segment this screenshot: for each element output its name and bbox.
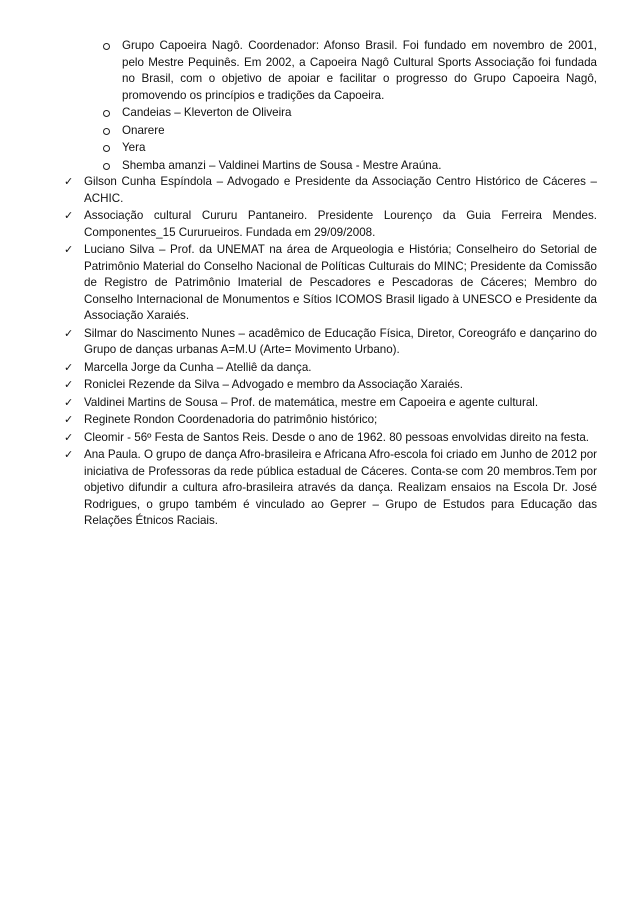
list-item (64, 395, 597, 412)
list-item-text: Luciano Silva – Prof. da UNEMAT na área de Arqueologia e História; Conselheiro do Setorial de Patrimônio Material do Conselho Nacional de Políticas Culturais do MINC; Presidente da Comissão de Registro de Patrimônio Imaterial de Pescadores e Pescadoras de Cáceres; Membro do Conselho Internacional de Monumentos e Sítios ICOMOS Brasil ligado à UNESCO e Presidente da Associação Xaraiés. (84, 243, 597, 322)
list-item-text: Reginete Rondon Coordenadoria do patrimônio histórico; (84, 413, 378, 426)
checkmark-icon: ✓ (64, 360, 74, 374)
list-item (64, 326, 597, 359)
list-item-text: Associação cultural Cururu Pantaneiro. Presidente Lourenço da Guia Ferreira Mendes. Componentes_15 Cururueiros. Fundada em 29/09/2008. (84, 209, 597, 239)
checkmark-icon: ✓ (64, 430, 74, 444)
checkmark-icon: ✓ (64, 326, 74, 340)
list-item (64, 174, 597, 207)
list-item-text: Marcella Jorge da Cunha – Atelliê da dança. (84, 360, 312, 374)
checkmark-icon: ✓ (64, 413, 74, 426)
sub-list (103, 38, 597, 175)
list-item-text: Silmar do Nascimento Nunes – acadêmico de Educação Física, Diretor, Coreográfo e dançarino do Grupo de danças urbanas A=M.U (Arte= Movimento Urbano). (84, 326, 597, 356)
list-item-text: Cleomir - 56º Festa de Santos Reis. Desde o ano de 1962. 80 pessoas envolvidas direito na festa. (84, 430, 589, 444)
sub-list-item (103, 38, 597, 104)
checkmark-icon: ✓ (64, 209, 74, 222)
circle-bullet-icon (103, 128, 110, 135)
list-item-text: Valdinei Martins de Sousa – Prof. de matemática, mestre em Capoeira e agente cultural. (84, 395, 539, 409)
checkmark-icon: ✓ (64, 378, 74, 391)
list-item (64, 377, 597, 394)
checkmark-icon: ✓ (64, 448, 74, 461)
sub-list-item-text: Candeias – Kleverton de Oliveira (122, 106, 292, 119)
sub-list-item (103, 105, 597, 122)
sub-list-item (103, 158, 597, 175)
checkmark-icon: ✓ (64, 175, 74, 188)
sub-list-item-text: Yera (122, 141, 146, 154)
checkmark-icon: ✓ (64, 243, 74, 256)
main-list (64, 174, 597, 531)
sub-list-item (103, 140, 597, 157)
circle-bullet-icon (103, 163, 110, 170)
list-item (64, 412, 597, 429)
list-item (64, 242, 597, 325)
list-item (64, 208, 597, 241)
sub-list-item-text: Onarere (122, 123, 165, 137)
list-item-text: Gilson Cunha Espíndola – Advogado e Presidente da Associação Centro Histórico de Cáceres – ACHIC. (84, 175, 597, 205)
sub-list-item-text: Grupo Capoeira Nagô. Coordenador: Afonso Brasil. Foi fundado em novembro de 2001, pelo Mestre Pequinês. Em 2002, a Capoeira Nagô Cultural Sports Associação foi fundada no Brasil, com o objetivo de apoiar e facilitar o progresso do Grupo Capoeira Nagô, promovendo os princípios e tradições da Capoeira. (122, 39, 597, 102)
list-item-text: Roniclei Rezende da Silva – Advogado e membro da Associação Xaraiés. (84, 378, 463, 391)
circle-bullet-icon (103, 43, 110, 50)
list-item (64, 430, 597, 447)
checkmark-icon: ✓ (64, 395, 74, 409)
sub-list-item (103, 123, 597, 140)
circle-bullet-icon (103, 110, 110, 117)
circle-bullet-icon (103, 145, 110, 152)
list-item (64, 360, 597, 377)
list-item-text: Ana Paula. O grupo de dança Afro-brasileira e Africana Afro-escola foi criado em Junho de 2012 por iniciativa de Professoras da rede pública estadual de Cáceres. Conta-se com 20 membros.Tem por objetivo difundir a cultura afro-brasileira através da dança. Realizam ensaios na Escola Dr. José Rodrigues, o grupo também é vinculado ao Geprer – Grupo de Estudos para Educação das Relações Étnicos Raciais. (84, 448, 598, 527)
sub-list-item-text: Shemba amanzi – Valdinei Martins de Sousa - Mestre Araúna. (122, 158, 442, 172)
list-item (64, 447, 597, 530)
